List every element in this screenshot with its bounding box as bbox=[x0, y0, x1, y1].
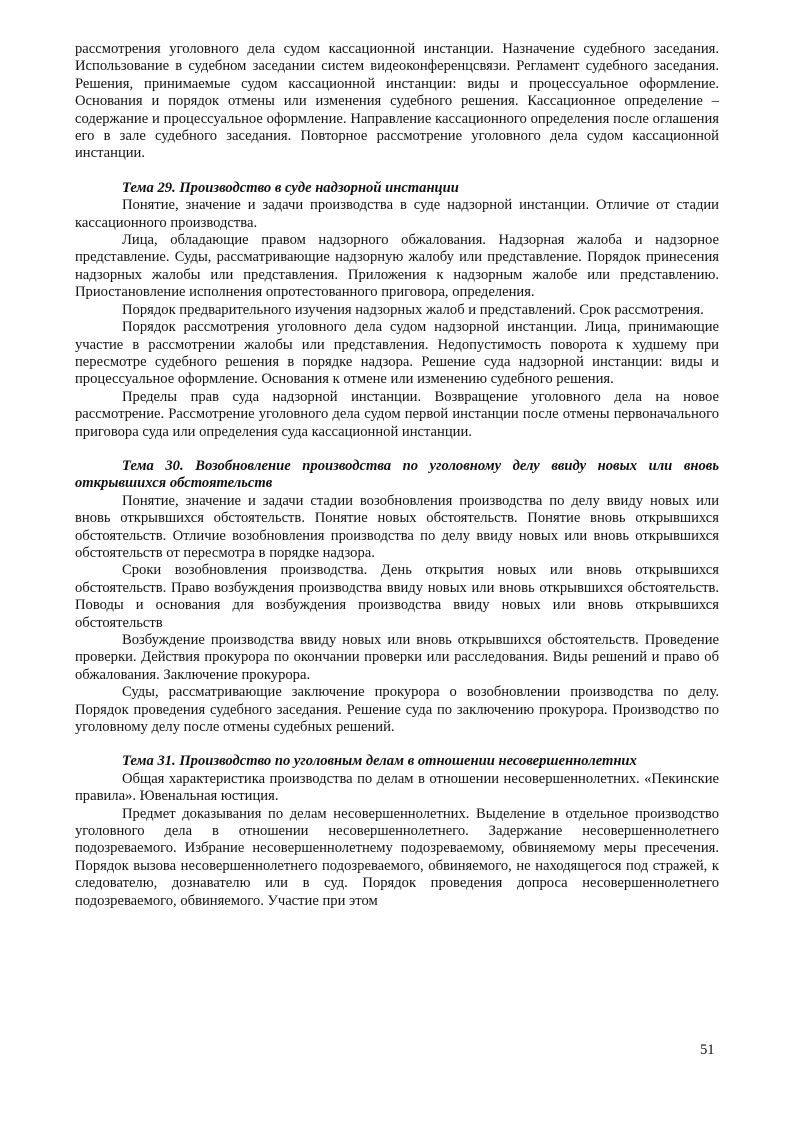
section-gap bbox=[75, 163, 719, 180]
intro-paragraph: рассмотрения уголовного дела судом кассационной инстанции. Назначение судебного заседания. Использование в судебном заседании систем видеоконференцсвязи. Регламент судебного заседания. Решения, принимаемые судом кассационной инстанции: виды и процессуальное оформление. Основания и порядок отмены или изменения судебного решения. Кассационное определение – содержание и процессуальное оформление. Направление кассационного определения после оглашения его в зале судебного заседания. Повторное рассмотрение уголовного дела судом кассационной инстанции. bbox=[75, 41, 719, 162]
paragraph: Порядок рассмотрения уголовного дела судом надзорной инстанции. Лица, принимающие участие в рассмотрении жалобы или представления. Недопустимость поворота к худшему при пересмотре судебного решения в порядке надзора. Решение суда надзорной инстанции: виды и процессуальное оформление. Основания к отмене или изменению судебного решения. bbox=[75, 319, 719, 388]
page-number: 51 bbox=[700, 1042, 715, 1058]
paragraph: Сроки возобновления производства. День открытия новых или вновь открывшихся обстоятельств. Право возбуждения производства ввиду новых или вновь открывшихся обстоятельств. Поводы и основания для возбуждения производства ввиду новых или вновь открывшихся обстоятельств bbox=[75, 562, 719, 631]
paragraph: Понятие, значение и задачи стадии возобновления производства по делу ввиду новых или вновь открывшихся обстоятельств. Понятие новых обстоятельств. Понятие вновь открывшихся обстоятельств. Отличие возобновления производства по делу ввиду новых или вновь открывшихся обстоятельств от пересмотра в порядке надзора. bbox=[75, 492, 719, 561]
paragraph: Общая характеристика производства по делам в отношении несовершеннолетних. «Пекинские правила». Ювенальная юстиция. bbox=[75, 770, 719, 805]
paragraph: Понятие, значение и задачи производства в суде надзорной инстанции. Отличие от стадии кассационного производства. bbox=[75, 197, 719, 231]
paragraph: Предмет доказывания по делам несовершеннолетних. Выделение в отдельное производство уголовного дела в отношении несовершеннолетнего. Задержание несовершеннолетнего подозреваемого. Избрание несовершеннолетнему подозреваемому, обвиняемому меры пресечения. Порядок вызова несовершеннолетнего подозреваемого, обвиняемого, не находящегося под стражей, к следователю, дознавателю или в суд. Порядок проведения допроса несовершеннолетнего подозреваемого, обвиняемого. Участие при этом bbox=[75, 805, 719, 909]
paragraph: Лица, обладающие правом надзорного обжалования. Надзорная жалоба и надзорное представление. Суды, рассматривающие надзорную жалобу или представление. Порядок принесения надзорных жалобы или представления. Приложения к надзорным жалобе или представлению. Приостановление исполнения опротестованного приговора, определения. bbox=[75, 232, 719, 301]
paragraph: Порядок предварительного изучения надзорных жалоб и представлений. Срок рассмотрения. bbox=[122, 301, 704, 318]
section-heading: Тема 29. Производство в суде надзорной инстанции bbox=[122, 179, 459, 196]
document-page bbox=[75, 41, 719, 910]
section-topic-30 bbox=[75, 458, 719, 737]
section-gap bbox=[75, 441, 719, 458]
paragraph: Возбуждение производства ввиду новых или вновь открывшихся обстоятельств. Проведение проверки. Действия прокурора по окончании проверки или расследования. Виды решений и право об обжалования. Заключение прокурора. bbox=[75, 632, 719, 683]
section-topic-31 bbox=[75, 753, 719, 910]
section-heading: Тема 30. Возобновление производства по уголовному делу ввиду новых или вновь открывшихся обстоятельств bbox=[75, 457, 719, 492]
paragraph: Суды, рассматривающие заключение прокурора о возобновлении производства по делу. Порядок проведения судебного заседания. Решение суда по заключению прокурора. Производство по уголовному делу после отмены судебных решений. bbox=[75, 684, 719, 736]
paragraph: Пределы прав суда надзорной инстанции. Возвращение уголовного дела на новое рассмотрение. Рассмотрение уголовного дела судом первой инстанции после отмены первоначального приговора суда или определения суда кассационной инстанции. bbox=[75, 388, 719, 440]
section-gap bbox=[75, 736, 719, 753]
section-heading: Тема 31. Производство по уголовным делам в отношении несовершеннолетних bbox=[122, 753, 637, 770]
section-topic-29 bbox=[75, 180, 719, 441]
